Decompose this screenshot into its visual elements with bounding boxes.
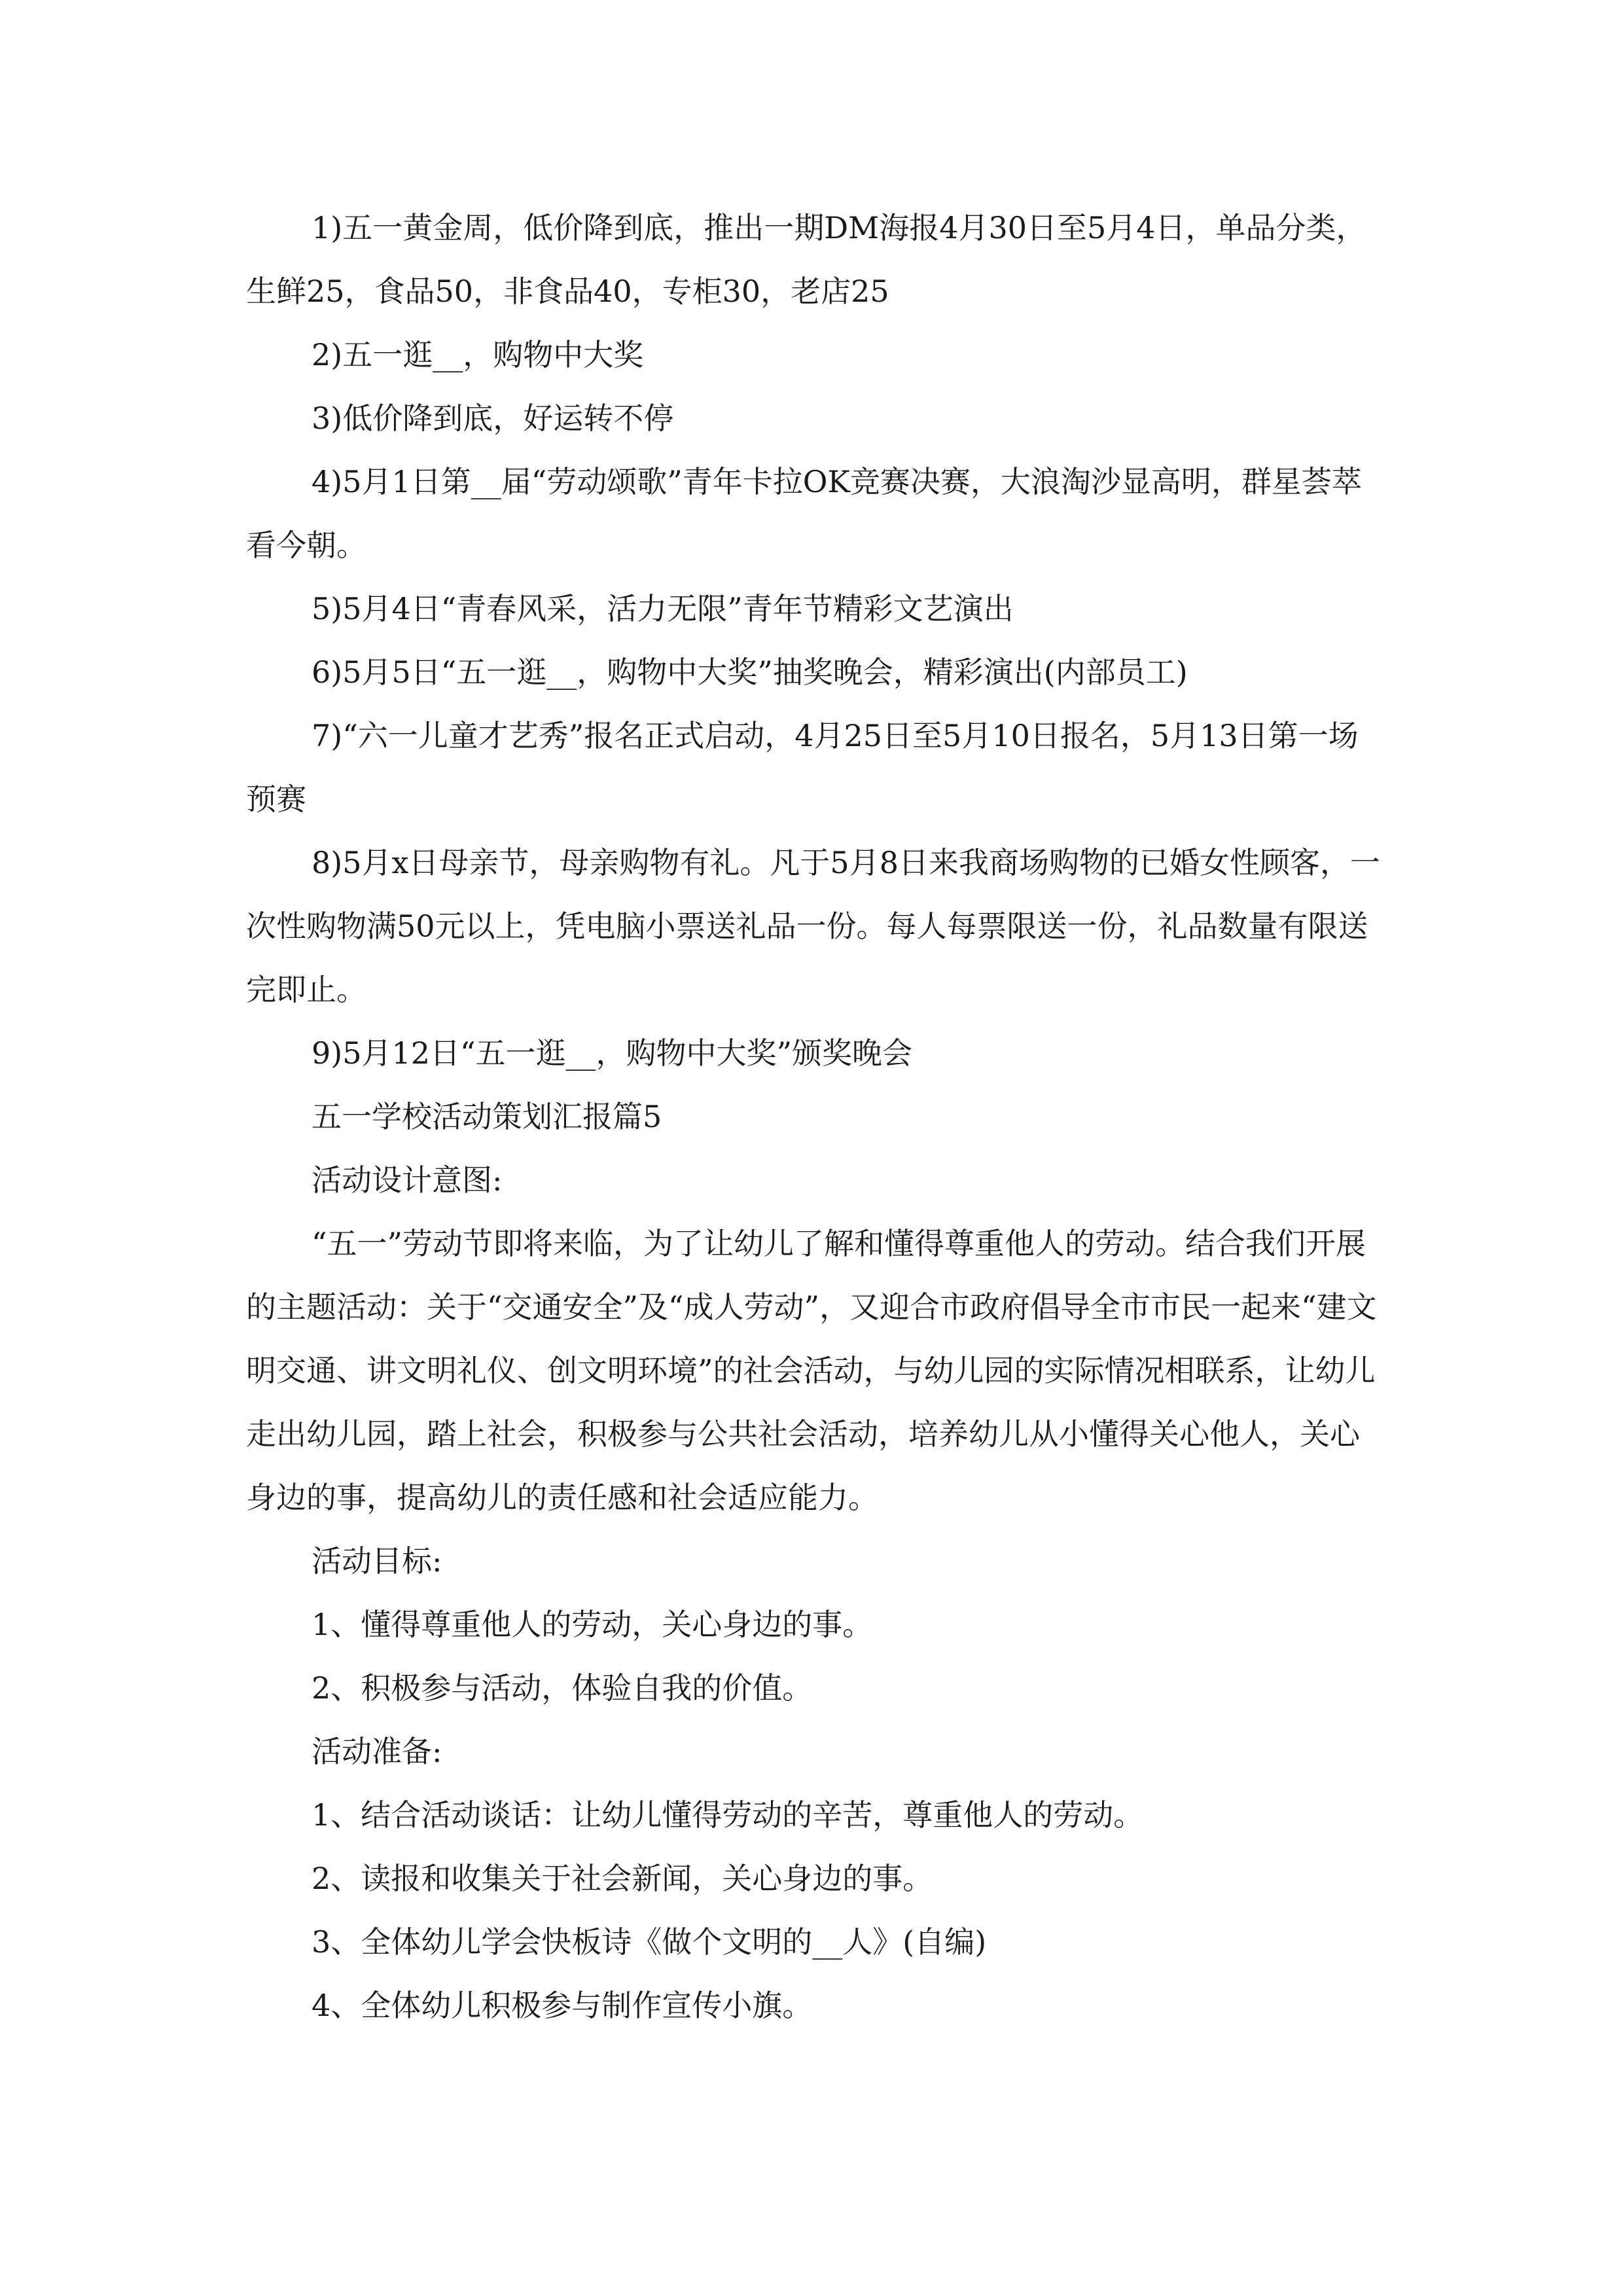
paragraph-promo-item-3: 3)低价降到底，好运转不停 — [312, 401, 674, 436]
paragraph-promo-item-2: 2)五一逛__，购物中大奖 — [312, 337, 644, 372]
preparation-item-1: 1、结合活动谈话：让幼儿懂得劳动的辛苦，尊重他人的劳动。 — [312, 1797, 1144, 1833]
preparation-item-4: 4、全体幼儿积极参与制作宣传小旗。 — [312, 1988, 813, 2023]
preparation-item-2: 2、读报和收集关于社会新闻，关心身边的事。 — [312, 1861, 933, 1896]
paragraph-promo-item-7: 7)“六一儿童才艺秀”报名正式启动，4月25日至5月10日报名，5月13日第一场预赛 — [246, 718, 1359, 817]
document-body — [246, 196, 1385, 2037]
paragraph-promo-item-8: 8)5月x日母亲节，母亲购物有礼。凡于5月8日来我商场购物的已婚女性顾客，一次性购物满50元以上，凭电脑小票送礼品一份。每人每票限送一份，礼品数量有限送完即止。 — [246, 845, 1380, 1007]
paragraph-promo-item-9: 9)5月12日“五一逛__，购物中大奖”颁奖晚会 — [312, 1035, 913, 1071]
goal-item-2: 2、积极参与活动，体验自我的价值。 — [312, 1670, 813, 1706]
goal-item-1: 1、懂得尊重他人的劳动，关心身边的事。 — [312, 1607, 873, 1642]
paragraph-promo-item-1: 1)五一黄金周，低价降到底，推出一期DM海报4月30日至5月4日，单品分类，生鲜25，食品50，非食品40，专柜30，老店25 — [246, 210, 1366, 309]
preparation-label: 活动准备: — [312, 1734, 442, 1769]
goals-label: 活动目标: — [312, 1543, 442, 1579]
section-heading: 五一学校活动策划汇报篇5 — [312, 1099, 662, 1134]
paragraph-promo-item-4: 4)5月1日第__届“劳动颂歌”青年卡拉OK竞赛决赛，大浪淘沙显高明，群星荟萃看今朝。 — [246, 464, 1362, 563]
paragraph-promo-item-5: 5)5月4日“青春风采，活力无限”青年节精彩文艺演出 — [312, 591, 1014, 626]
design-intent-text: “五一”劳动节即将来临，为了让幼儿了解和懂得尊重他人的劳动。结合我们开展的主题活动：关于“交通安全”及“成人劳动”，又迎合市政府倡导全市市民一起来“建文明交通、讲文明礼仪、创文明环境”的社会活动，与幼儿园的实际情况相联系，让幼儿走出幼儿园，踏上社会，积极参与公共社会活动，培养幼儿从小懂得关心他人，关心身边的事，提高幼儿的责任感和社会适应能力。 — [246, 1226, 1377, 1515]
paragraph-promo-item-6: 6)5月5日“五一逛__，购物中大奖”抽奖晚会，精彩演出(内部员工) — [312, 655, 1188, 690]
design-intent-label: 活动设计意图: — [312, 1162, 503, 1198]
preparation-item-3: 3、全体幼儿学会快板诗《做个文明的__人》(自编) — [312, 1924, 987, 1960]
